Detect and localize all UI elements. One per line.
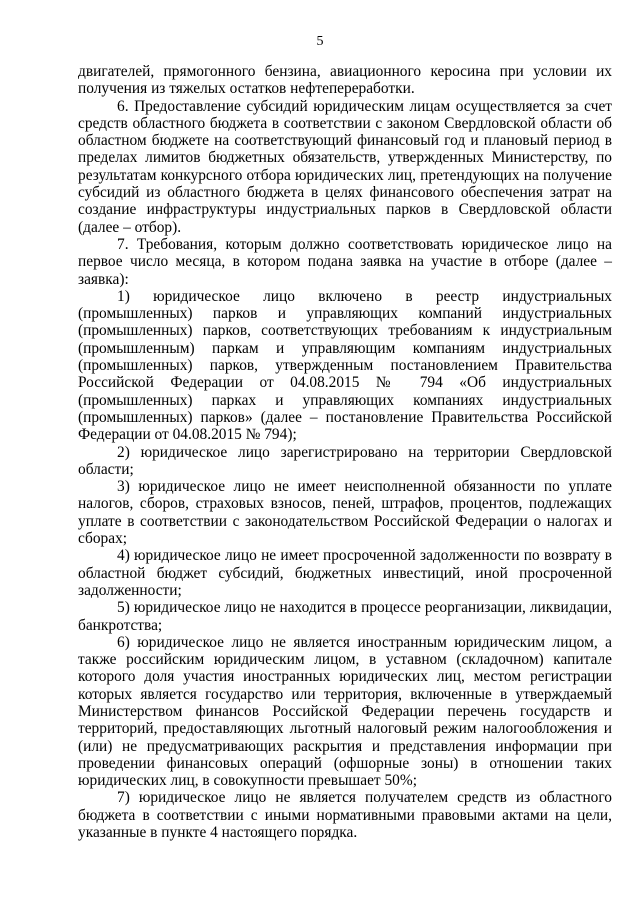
requirement-1: 1) юридическое лицо включено в реестр индустриальных (промышленных) парков и управляющих компаний индустриальных (промышленных) парков, соответствующих требованиям к индустриальным (промышленным) паркам и управляющим компаниям индустриальных (промышленных) парков, утвержденным постановлением Правительства Российской Федерации от 04.08.2015 № 794 «Об индустриальных (промышленных) парках и управляющих компаниях индустриальных (промышленных) парков» (далее – постановление Правительства Российской Федерации от 04.08.2015 № 794);	[78, 287, 612, 444]
requirement-7: 7) юридическое лицо не является получателем средств из областного бюджета в соответствии с иными нормативными правовыми актами на цели, указанные в пункте 4 настоящего порядка.	[78, 789, 612, 842]
paragraph-item-7: 7. Требования, которым должно соответствовать юридическое лицо на первое число месяца, в котором подана заявка на участие в отборе (далее – заявка):	[78, 235, 612, 288]
paragraph-item-6: 6. Предоставление субсидий юридическим лицам осуществляется за счет средств областного бюджета в соответствии с законом Свердловской области об областном бюджете на соответствующий финансовый год и плановый период в пределах лимитов бюджетных обязательств, утвержденных Министерству, по результатам конкурсного отбора юридических лиц, претендующих на получение субсидий из областного бюджета в целях финансового обеспечения затрат на создание инфраструктуры индустриальных парков в Свердловской области (далее – отбор).	[78, 97, 612, 236]
paragraph-continuation: двигателей, прямогонного бензина, авиационного керосина при условии их получения из тяжелых остатков нефтепереработки.	[78, 63, 612, 98]
requirement-3: 3) юридическое лицо не имеет неисполненной обязанности по уплате налогов, сборов, страховых взносов, пеней, штрафов, процентов, подлежащих уплате в соответствии с законодательством Российской Федерации о налогах и сборах;	[78, 478, 612, 548]
document-body	[78, 63, 612, 841]
requirement-4: 4) юридическое лицо не имеет просроченной задолженности по возврату в областной бюджет субсидий, бюджетных инвестиций, иной просроченной задолженности;	[78, 547, 612, 599]
requirement-6: 6) юридическое лицо не является иностранным юридическим лицом, а также российским юридическим лицом, в уставном (складочном) капитале которого доля участия иностранных юридических лиц, местом регистрации которых является государство или территория, включенные в утверждаемый Министерством финансов Российской Федерации перечень государств и территорий, предоставляющих льготный налоговый режим налогообложения и (или) не предусматривающих раскрытия и представления информации при проведении финансовых операций (офшорные зоны) в отношении таких юридических лиц, в совокупности превышает 50%;	[78, 633, 612, 790]
requirement-2: 2) юридическое лицо зарегистрировано на территории Свердловской области;	[78, 443, 612, 478]
requirement-5: 5) юридическое лицо не находится в процессе реорганизации, ликвидации, банкротства;	[78, 599, 612, 634]
page-number: 5	[316, 34, 324, 49]
